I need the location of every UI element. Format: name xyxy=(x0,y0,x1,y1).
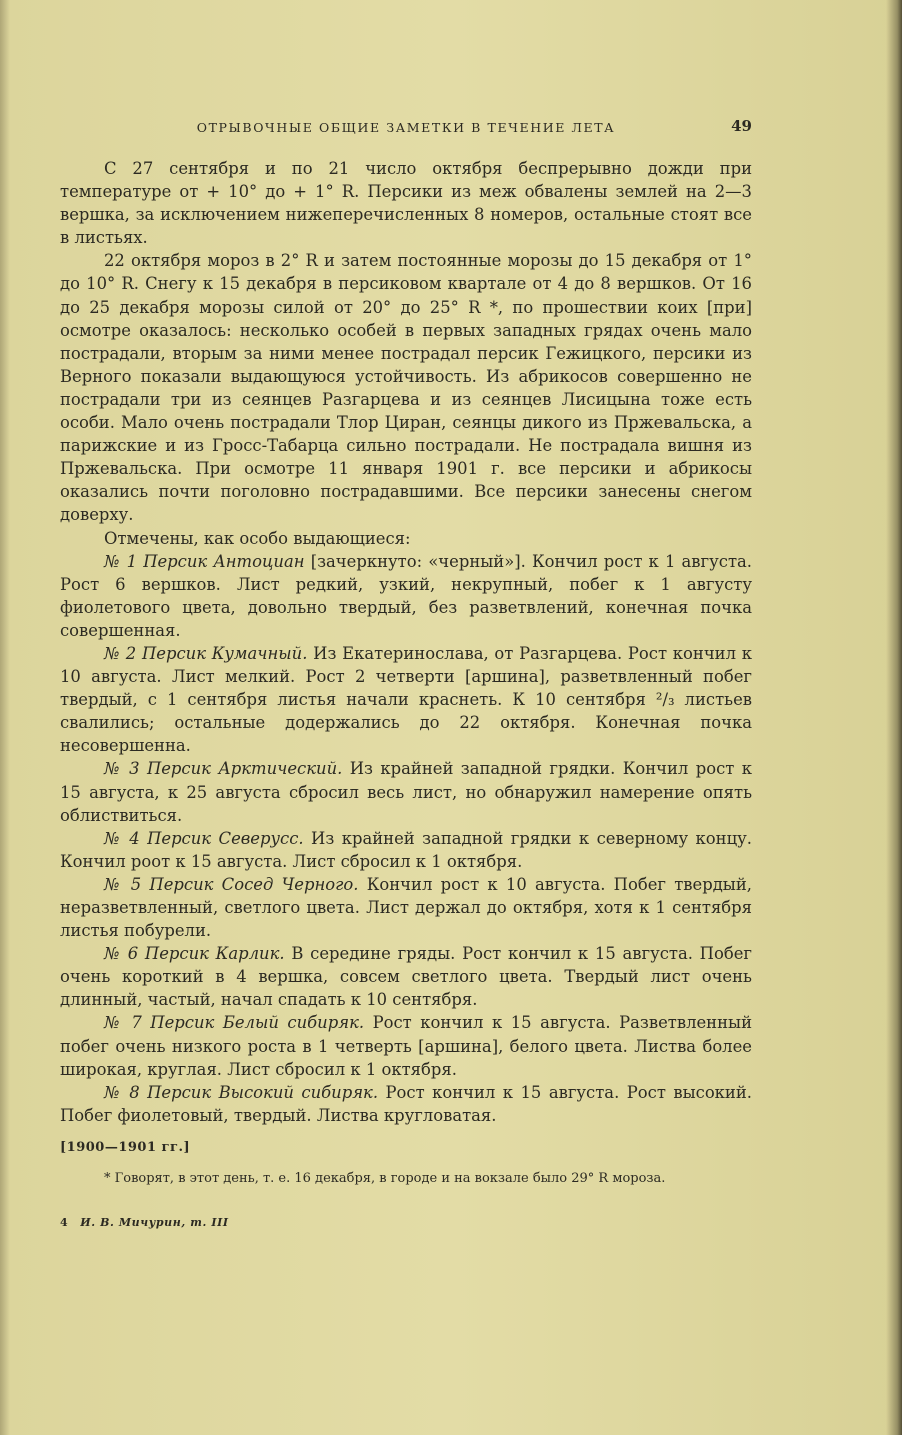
page-left-shadow xyxy=(0,0,10,1435)
sheet-mark xyxy=(60,1216,229,1229)
date-signature: [1900—1901 гг.] xyxy=(60,1140,191,1155)
main-text xyxy=(60,157,752,1127)
entry-3 xyxy=(60,757,752,826)
entry-text: Из крайней западной грядки. Кончил рост к 15 августа, к 25 августа сбросил весь лист, но обнаружил намерение опять облиствиться. xyxy=(60,759,753,825)
page-number: 49 xyxy=(731,117,752,135)
entry-text: Из крайней западной грядки к северному концу. Кончил роот к 15 августа. Лист сбросил к 1 октября. xyxy=(60,828,752,871)
entry-2 xyxy=(60,642,752,757)
entry-6 xyxy=(60,942,752,1011)
paragraph-frosts: 22 октября мороз в 2° R и затем постоянные морозы до 15 декабря от 1° до 10° R. Снегу к 15 декабря в персиковом квартале от 4 до 8 вершков. От 16 до 25 декабря морозы силой от 20° до 25° R *, по прошествии коих [при] осмотре оказалось: несколько особей в первых западных грядах очень мало пострадали, вторым за ними менее пострадал персик Гежицкого, персики из Верного показали выдающуюся устойчивость. Из абрикосов совершенно не пострадали три из сеянцев Разгарцева и из сеянцев Лисицына тоже есть особи. Мало очень пострадали Тлор Циран, сеянцы дикого из Пржевальска, а парижские и из Гросс-Табарца сильно пострадали. Не пострадала вишня из Пржевальска. При осмотре 11 января 1901 г. все персики и абрикосы оказались почти поголовно пострадавшими. Все персики занесены снегом доверху. xyxy=(60,251,752,525)
entry-label: № 5 Персик Сосед Черного. xyxy=(104,874,359,894)
entry-text: Рост кончил к 15 августа. Рост высокий. Побег фиолетовый, твердый. Листва кругловатая. xyxy=(60,1082,752,1125)
running-title: ОТРЫВОЧНЫЕ ОБЩИЕ ЗАМЕТКИ В ТЕЧЕНИЕ ЛЕТА xyxy=(196,120,616,135)
entry-text: [зачеркнуто: «черный»]. Кончил рост к 1 августа. Рост 6 вершков. Лист редкий, узкий, некрупный, побег к 1 августу фиолетового цвета, довольно твердый, без разветвлений, конечная почка совершенная. xyxy=(60,551,752,640)
entry-label: № 2 Персик Кумачный. xyxy=(104,643,308,663)
sheet-signature: И. В. Мичурин, т. III xyxy=(80,1216,229,1229)
footnote xyxy=(60,1170,752,1187)
entry-text: Рост кончил к 15 августа. Разветвленный побег очень низкого роста в 1 четверть [аршина], белого цвета. Листва более широкая, круглая. Лист сбросил к 1 октября. xyxy=(60,1013,753,1079)
entry-text: Кончил рост к 10 августа. Побег твердый, неразветвленный, светлого цвета. Лист держал до октября, хотя к 1 сентября листья побурели. xyxy=(60,874,752,941)
entry-1 xyxy=(60,550,752,642)
entry-text: Из Екатеринослава, от Разгарцева. Рост кончил к 10 августа. Лист мелкий. Рост 2 четверти [аршина], разветвленный побег твердый, с 1 сентября листья начали краснеть. К 10 сентября ²/₃ листьев свалились; остальные додержались до 22 октября. Конечная почка несовершенна. xyxy=(60,643,752,756)
entry-label: № 1 Персик Антоциан xyxy=(104,551,305,571)
entry-5 xyxy=(60,873,752,942)
page-right-shadow xyxy=(886,0,902,1435)
footnote-text: * Говорят, в этот день, т. е. 16 декабря, в городе и на вокзале было 29° R мороза. xyxy=(104,1171,666,1186)
entry-label: № 3 Персик Арктический. xyxy=(104,759,343,779)
entry-label: № 6 Персик Карлик. xyxy=(104,944,285,964)
entry-label: № 8 Персик Высокий сибиряк. xyxy=(104,1082,379,1102)
entry-label: № 4 Персик Северусс. xyxy=(104,828,304,848)
entry-label: № 7 Персик Белый сибиряк. xyxy=(104,1013,365,1033)
entry-text: В середине гряды. Рост кончил к 15 августа. Побег очень короткий в 4 вершка, совсем светлого цвета. Твердый лист очень длинный, частый, начал спадать к 10 сентября. xyxy=(60,944,752,1010)
sheet-number: 4 xyxy=(60,1216,69,1229)
paragraph-weather: С 27 сентября и по 21 число октября беспрерывно дожди при температуре от + 10° до + 1° R. Персики из меж обвалены землей на 2—3 вершка, за исключением нижеперечисленных 8 номеров, остальные стоят все в листьях. xyxy=(60,159,752,248)
paragraph-intro: Отмечены, как особо выдающиеся: xyxy=(104,528,411,548)
entry-8 xyxy=(60,1081,752,1127)
entry-4 xyxy=(60,827,752,873)
entry-7 xyxy=(60,1011,752,1080)
